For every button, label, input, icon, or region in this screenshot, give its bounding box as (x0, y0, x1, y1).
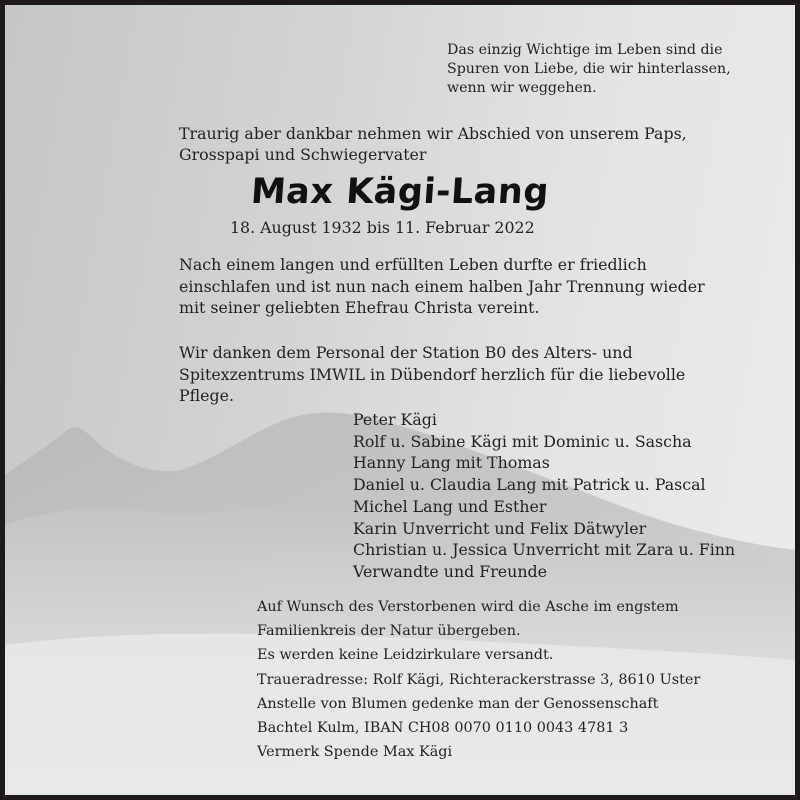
paragraph-line: Wir danken dem Personal der Station B0 des Alters- und (179, 343, 633, 362)
quote-line: wenn wir weggehen. (447, 80, 597, 96)
mourner: Hanny Lang mit Thomas (353, 453, 550, 473)
note-line: Traueradresse: Rolf Kägi, Richterackerstrasse 3, 8610 Uster (257, 671, 701, 688)
paragraph-line: Spitexzentrums IMWIL in Dübendorf herzlich für die liebevolle (179, 364, 686, 384)
note-line: Bachtel Kulm, IBAN CH08 0070 0110 0043 4781 3 (257, 720, 629, 737)
mourner: Karin Unverricht und Felix Dätwyler (353, 518, 647, 538)
paragraph-life (179, 254, 705, 319)
note-line: Familienkreis der Natur übergeben. (257, 623, 521, 640)
life-dates: 18. August 1932 bis 11. Februar 2022 (230, 218, 535, 237)
obituary-notice (5, 5, 795, 795)
paragraph-thanks (179, 342, 685, 407)
mourner: Verwandte und Freunde (353, 561, 547, 581)
mourner: Peter Kägi (353, 410, 437, 429)
paragraph-line: mit seiner geliebten Ehefrau Christa vereint. (179, 298, 540, 317)
intro-line: Traurig aber dankbar nehmen wir Abschied von unserem Paps, (179, 124, 687, 143)
quote-line: Spuren von Liebe, die wir hinterlassen, (447, 61, 731, 77)
note-line: Vermerk Spende Max Kägi (257, 744, 453, 761)
paragraph-line: einschlafen und ist nun nach einem halben Jahr Trennung wieder (179, 276, 705, 296)
intro-line: Grosspapi und Schwiegervater (179, 145, 427, 164)
mourner: Michel Lang und Esther (353, 496, 547, 516)
paragraph-line: Nach einem langen und erfüllten Leben durfte er friedlich (179, 255, 647, 274)
quote (447, 41, 731, 98)
note-line: Es werden keine Leidzirkulare versandt. (257, 647, 554, 664)
mourner: Christian u. Jessica Unverricht mit Zara u. Finn (353, 540, 736, 560)
paragraph-line: Pflege. (179, 386, 234, 405)
quote-line: Das einzig Wichtige im Leben sind die (447, 42, 723, 58)
mourners-list (353, 409, 735, 583)
note-line: Auf Wunsch des Verstorbenen wird die Asche im engstem (257, 599, 679, 615)
funeral-notes (257, 595, 700, 764)
note-line: Anstelle von Blumen gedenke man der Genossenschaft (257, 695, 659, 712)
deceased-name: Max Kägi-Lang (249, 172, 551, 212)
mourner: Daniel u. Claudia Lang mit Patrick u. Pascal (353, 475, 706, 495)
intro-text (179, 123, 687, 165)
mourner: Rolf u. Sabine Kägi mit Dominic u. Sascha (353, 431, 692, 451)
